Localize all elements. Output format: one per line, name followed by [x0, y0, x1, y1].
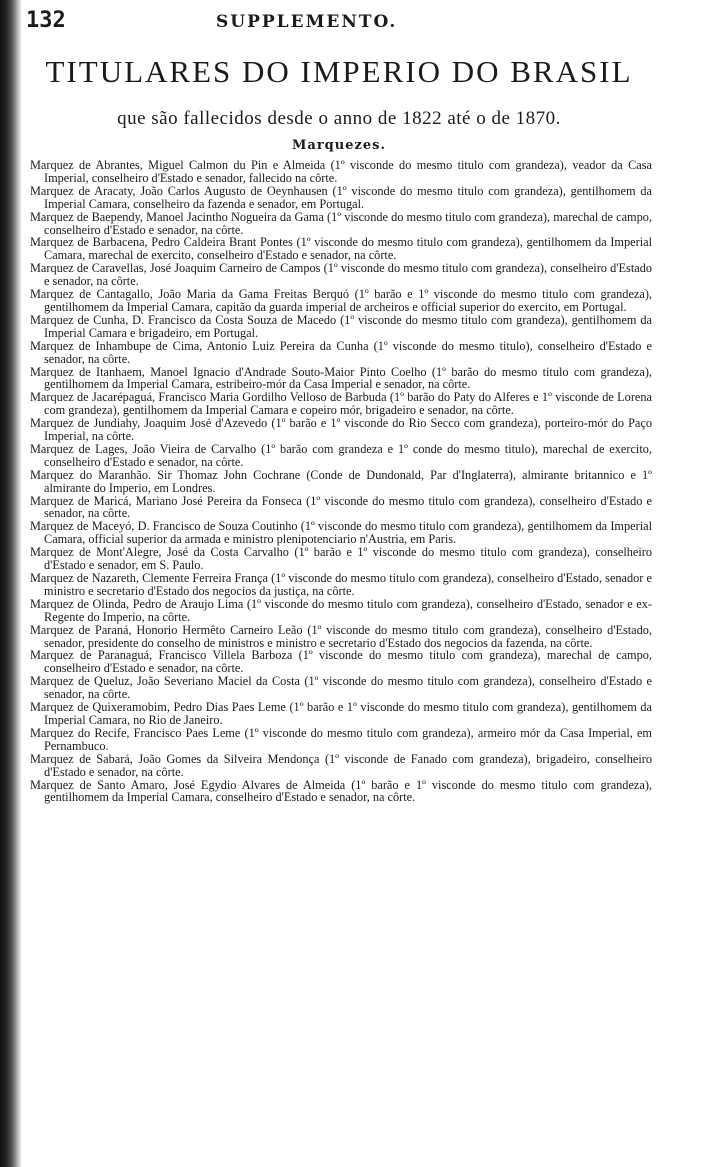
list-item: Marquez de Cantagallo, João Maria da Gama Freitas Berquó (1º barão e 1º visconde do mesmo titulo com grandeza), gentilhomem da Imperial Camara, capitão da guarda imperial de archeiros e official superior do exercito, em Portugal.: [30, 287, 652, 314]
section-heading: Marquezes.: [292, 138, 386, 153]
list-item: Marquez de Inhambupe de Cima, Antonio Luiz Pereira da Cunha (1º visconde do mesmo titulo), conselheiro d'Estado e senador, na côrte.: [30, 338, 652, 366]
list-item: Marquez de Maricá, Mariano José Pereira da Fonseca (1º visconde do mesmo titulo com grandeza), conselheiro d'Estado e senador, na côrte.: [30, 493, 652, 521]
list-item: Marquez de Itanhaem, Manoel Ignacio d'Andrade Souto-Maior Pinto Coelho (1º barão do mesmo titulo com grandeza), gentilhomem da Imperial Camara, estribeiro-mór da Casa Imperial e senador, na côrte.: [30, 364, 652, 392]
list-item: Marquez de Quixeramobim, Pedro Dias Paes Leme (1º barão e 1º visconde do mesmo titulo com grandeza), gentilhomem da Imperial Camara, no Rio de Janeiro.: [30, 700, 652, 727]
document-page: [26, 8, 652, 804]
main-title: TITULARES DO IMPERIO DO BRASIL: [45, 54, 633, 89]
list-item: Marquez do Recife, Francisco Paes Leme (1º visconde do mesmo titulo com grandeza), armeiro mór da Casa Imperial, em Pernambuco.: [30, 725, 652, 753]
running-head: SUPPLEMENTO.: [216, 12, 398, 32]
entry-list: [30, 159, 652, 804]
page-header: [26, 8, 652, 38]
list-item: Marquez de Paraná, Honorio Hermêto Carneiro Leão (1º visconde do mesmo titulo com grandeza), conselheiro d'Estado, senador, presidente do conselho de ministros e ministro e secretario d'Estado dos negocios da fazenda, na côrte.: [30, 622, 652, 650]
list-item: Marquez de Abrantes, Miguel Calmon du Pin e Almeida (1º visconde do mesmo titulo com grandeza), veador da Casa Imperial, conselheiro d'Estado e senador, fallecido na côrte.: [30, 158, 652, 185]
book-spine-shadow: [0, 0, 22, 1167]
subtitle: que são fallecidos desde o anno de 1822 até o de 1870.: [117, 108, 561, 129]
list-item: Marquez de Olinda, Pedro de Araujo Lima (1º visconde do mesmo titulo com grandeza), conselheiro d'Estado, senador e ex-Regente do Imperio, na côrte.: [30, 596, 652, 624]
list-item: Marquez de Santo Amaro, José Egydio Alvares de Almeida (1º barão e 1º visconde do mesmo titulo com grandeza), gentilhomem da Imperial Camara, conselheiro d'Estado e senador, na côrte.: [30, 777, 652, 805]
list-item: Marquez de Sabará, João Gomes da Silveira Mendonça (1º visconde de Fanado com grandeza), brigadeiro, conselheiro d'Estado e senador, na côrte.: [30, 751, 652, 779]
list-item: Marquez de Mont'Alegre, José da Costa Carvalho (1º barão e 1º visconde do mesmo titulo com grandeza), conselheiro d'Estado e senador, em S. Paulo.: [30, 545, 652, 573]
list-item: Marquez de Barbacena, Pedro Caldeira Brant Pontes (1º visconde do mesmo titulo com grandeza), gentilhomem da Imperial Camara, marechal de exercito, conselheiro d'Estado e senador, na côrte.: [30, 235, 652, 263]
list-item: Marquez de Cunha, D. Francisco da Costa Souza de Macedo (1º visconde do mesmo titulo com grandeza), gentilhomem da Imperial Camara e brigadeiro, em Portugal.: [30, 312, 652, 340]
list-item: Marquez de Aracaty, João Carlos Augusto de Oeynhausen (1º visconde do mesmo titulo com grandeza), gentilhomem da Imperial Camara, conselheiro da fazenda e senador, em Portugal.: [30, 183, 652, 211]
list-item: Marquez de Nazareth, Clemente Ferreira França (1º visconde do mesmo titulo com grandeza), conselheiro d'Estado, senador e ministro e secretario d'Estado dos negocios da justiça, na côrte.: [30, 571, 652, 598]
list-item: Marquez de Queluz, João Severiano Maciel da Costa (1º visconde do mesmo titulo com grandeza), conselheiro d'Estado e senador, na côrte.: [30, 674, 652, 702]
page-number: 132: [26, 8, 66, 33]
list-item: Marquez de Jacarépaguá, Francisco Maria Gordilho Velloso de Barbuda (1º barão do Paty do Alferes e 1º visconde de Lorena com grandeza), gentilhomem da Imperial Camara e copeiro mór, brigadeiro e senador, na côrte.: [30, 390, 652, 418]
list-item: Marquez de Jundiahy, Joaquim José d'Azevedo (1º barão e 1º visconde do Rio Secco com grandeza), porteiro-mór do Paço Imperial, na côrte.: [30, 416, 652, 444]
list-item: Marquez de Maceyó, D. Francisco de Souza Coutinho (1º visconde do mesmo titulo com grandeza), gentilhomem da Imperial Camara, official superior da armada e ministro plenipotenciario n'Austria, em Paris.: [30, 519, 652, 547]
list-item: Marquez de Paranaguá, Francisco Villela Barboza (1º visconde do mesmo titulo com grandeza), marechal de campo, conselheiro d'Estado e senador, na côrte.: [30, 648, 652, 676]
list-item: Marquez de Caravellas, José Joaquim Carneiro de Campos (1º visconde do mesmo titulo com grandeza), conselheiro d'Estado e senador, na côrte.: [30, 261, 652, 289]
list-item: Marquez de Baependy, Manoel Jacintho Nogueira da Gama (1º visconde do mesmo titulo com grandeza), marechal de campo, conselheiro d'Estado e senador, na côrte.: [30, 209, 652, 237]
list-item: Marquez do Maranhão. Sir Thomaz John Cochrane (Conde de Dundonald, Par d'Inglaterra), almirante britannico e 1º almirante do Imperio, em Londres.: [30, 467, 652, 495]
list-item: Marquez de Lages, João Vieira de Carvalho (1º barão com grandeza e 1º conde do mesmo titulo), marechal de exercito, conselheiro d'Estado e senador, na côrte.: [30, 441, 652, 469]
